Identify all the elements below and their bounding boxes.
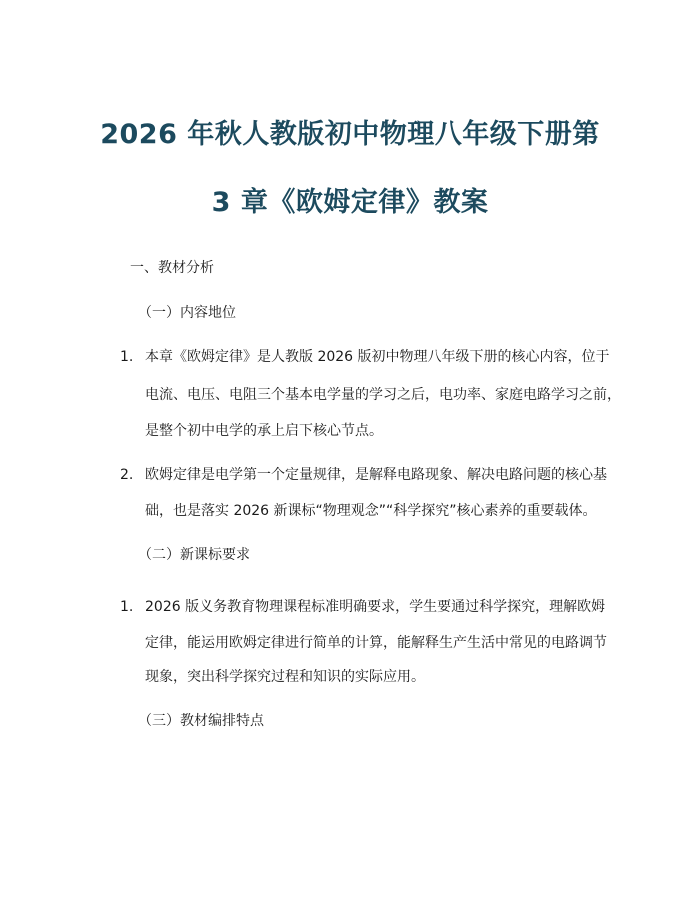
section-heading-textbook-analysis: 一、教材分析 — [130, 260, 214, 276]
document-title-line-1: 2026 年秋人教版初中物理八年级下册第 — [100, 119, 600, 150]
paragraph-line: 电流、电压、电阻三个基本电学量的学习之后，电功率、家庭电路学习之前， — [145, 387, 621, 403]
list-item-number: 1. — [120, 599, 134, 615]
paragraph-line: 欧姆定律是电学第一个定量规律，是解释电路现象、解决电路问题的核心基 — [145, 467, 607, 483]
document-title-line-2: 3 章《欧姆定律》教案 — [211, 187, 489, 218]
paragraph-line: 础，也是落实 2026 新课标“物理观念”“科学探究”核心素养的重要载体。 — [145, 503, 597, 519]
paragraph-line: 本章《欧姆定律》是人教版 2026 版初中物理八年级下册的核心内容，位于 — [145, 349, 610, 365]
paragraph-line: 2026 版义务教育物理课程标准明确要求，学生要通过科学探究，理解欧姆 — [145, 599, 606, 615]
list-item-number: 2. — [120, 467, 134, 483]
subsection-heading-curriculum-requirements: （二）新课标要求 — [138, 547, 250, 563]
paragraph-line: 定律，能运用欧姆定律进行简单的计算，能解释生产生活中常见的电路调节 — [145, 635, 607, 651]
subsection-heading-textbook-features: （三）教材编排特点 — [138, 713, 264, 729]
list-item-number: 1. — [120, 349, 134, 365]
paragraph-line: 现象，突出科学探究过程和知识的实际应用。 — [145, 669, 425, 685]
subsection-heading-content-position: （一）内容地位 — [138, 305, 236, 321]
paragraph-line: 是整个初中电学的承上启下核心节点。 — [145, 423, 383, 439]
